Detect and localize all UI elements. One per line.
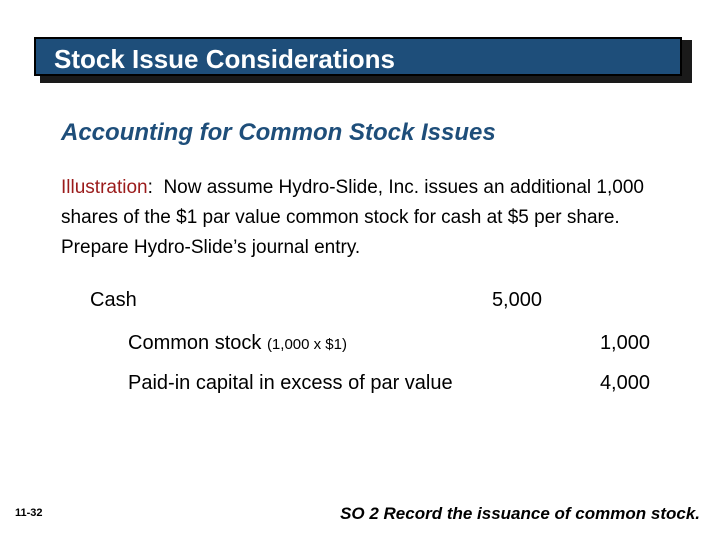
title-bar [34,37,682,76]
debit-amount: 5,000 [491,289,542,311]
credit-account-common-stock [128,332,347,355]
illustration-label: Illustration [61,177,148,198]
credit-amount-paid-in-capital: 4,000 [599,372,650,394]
credit-account-label: Common stock [128,332,262,354]
slide-number: 11-32 [15,507,43,519]
credit-account-note: (1,000 x $1) [266,336,347,353]
credit-account-paid-in-capital: Paid-in capital in excess of par value [128,372,453,394]
debit-account: Cash [90,289,137,311]
study-objective-footer: SO 2 Record the issuance of common stock. [340,504,700,523]
section-heading: Accounting for Common Stock Issues [61,119,496,146]
illustration-text: Now assume Hydro-Slide, Inc. issues an additional 1,000 shares of the $1 par value common stock for cash at $5 per share. Prepare Hydro-Slide’s journal entry. [61,177,644,258]
credit-amount-common-stock: 1,000 [599,332,650,354]
illustration-paragraph: Illustration: Now assume Hydro-Slide, Inc. issues an additional 1,000 shares of the $1 par value common stock for cash at $5 per share. Prepare Hydro-Slide’s journal entry. [61,177,644,258]
slide-title: Stock Issue Considerations [54,44,395,74]
